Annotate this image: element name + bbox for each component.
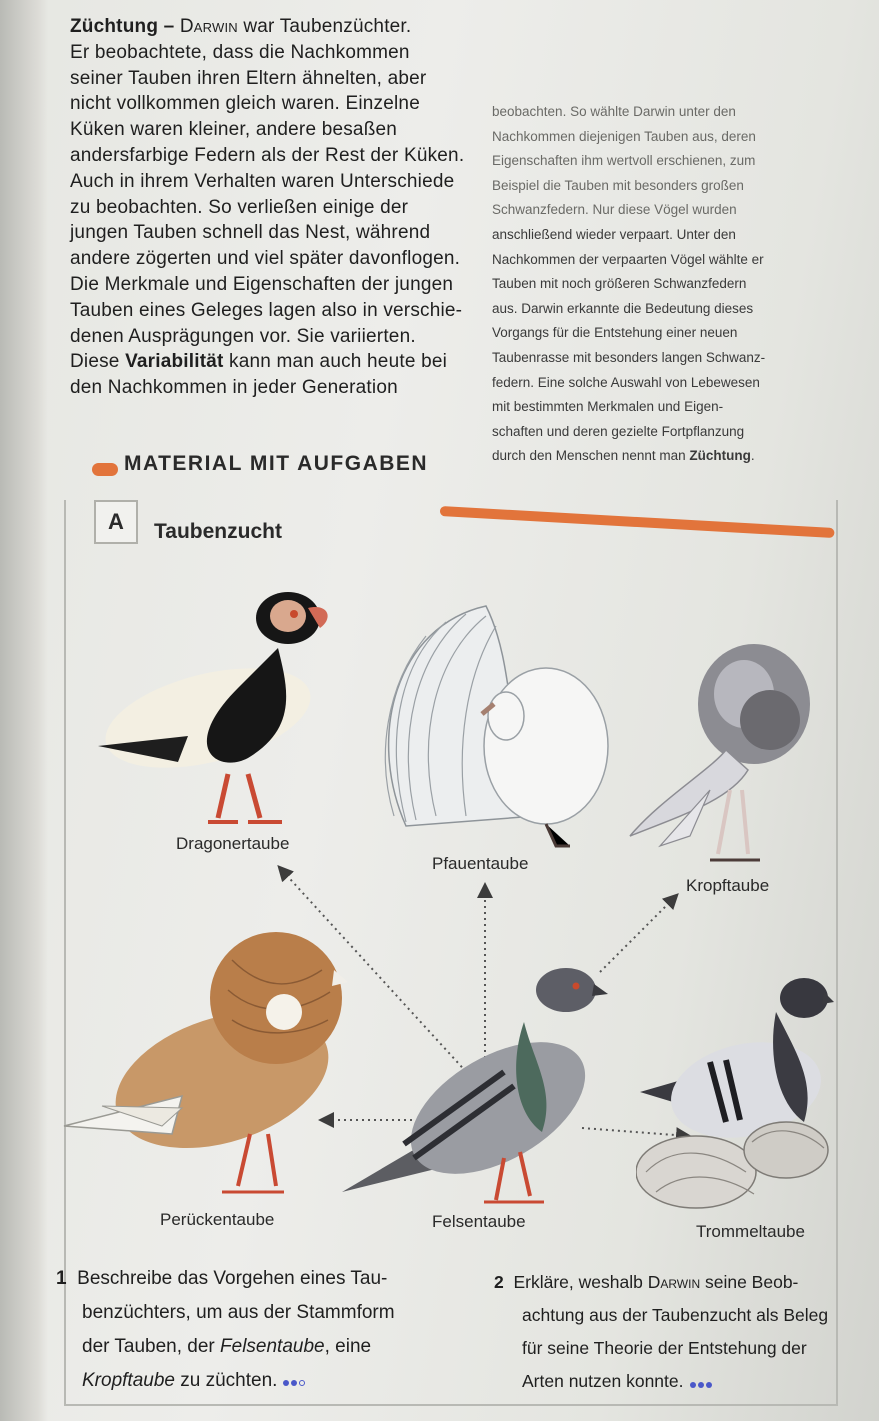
term-zuechtung: Züchtung: [689, 448, 751, 464]
intro-line: federn. Eine solche Auswahl von Lebewesen: [492, 374, 760, 390]
intro-line: Auch in ihrem Verhalten waren Unterschiede: [70, 170, 455, 192]
name-darwin: Darwin: [179, 16, 238, 37]
intro-line: Taubenrasse mit besonders langen Schwanz-: [492, 349, 766, 365]
perueckentaube-illustration: [62, 930, 354, 1206]
intro-line: Er beobachtete, dass die Nachkommen: [70, 41, 410, 63]
intro-line: Beispiel die Tauben mit besonders großen: [492, 177, 744, 193]
material-badge-a: A: [94, 500, 138, 544]
intro-line: Nachkommen der verpaarten Vögel wählte er: [492, 251, 764, 267]
intro-line: schaften und deren gezielte Fortpflanzung: [492, 423, 745, 439]
label-perueckentaube: Perückentaube: [160, 1210, 275, 1229]
difficulty-dots-icon: [690, 1366, 714, 1399]
intro-line: Tauben mit noch größeren Schwanzfedern: [492, 276, 747, 292]
intro-line: Die Merkmale und Eigenschaften der jungen: [70, 273, 454, 295]
dragonertaube-illustration: [88, 578, 338, 838]
label-kropftaube: Kropftaube: [686, 876, 770, 895]
intro-line: Küken waren kleiner, andere besaßen: [70, 119, 398, 141]
intro-line: den Nachkommen in jeder Generation: [70, 377, 398, 399]
label-pfauentaube: Pfauentaube: [432, 854, 529, 873]
material-subtitle: Taubenzucht: [154, 520, 282, 543]
intro-line: Nachkommen diejenigen Tauben aus, deren: [492, 128, 756, 144]
intro-line: zu beobachten. So verließen einige der: [70, 196, 409, 218]
felsentaube-illustration: [334, 962, 610, 1212]
material-title: MATERIAL MIT AUFGABEN: [124, 452, 429, 475]
intro-line: andere zögerten und viel später davonflogen.: [70, 248, 461, 270]
intro-line: Schwanzfedern. Nur diese Vögel wurden: [492, 202, 737, 218]
term-variabilitaet: Variabilität: [125, 351, 224, 373]
label-dragonertaube: Dragonertaube: [176, 834, 290, 853]
intro-line: beobachten. So wählte Darwin unter den: [492, 104, 736, 119]
intro-line: Tauben eines Geleges lagen also in verschie-: [70, 299, 463, 321]
difficulty-dots-icon: [283, 1364, 307, 1398]
intro-line: nicht vollkommen gleich waren. Einzelne: [70, 93, 420, 115]
label-trommeltaube: Trommeltaube: [696, 1222, 805, 1241]
task-2: 2 Erkläre, weshalb Darwin seine Beob- achtung aus der Taubenzucht als Beleg für seine Theorie der Entstehung der Arten nutzen konnte.: [494, 1266, 854, 1399]
intro-line: denen Ausprägungen vor. Sie variierten.: [70, 325, 416, 347]
heading-zuechtung: Züchtung: [70, 16, 159, 37]
pfauentaube-illustration: [366, 596, 616, 858]
label-felsentaube: Felsentaube: [432, 1212, 526, 1231]
intro-line: mit bestimmten Merkmalen und Eigen-: [492, 399, 724, 415]
trommeltaube-illustration: [636, 972, 836, 1220]
task-1-number: 1: [56, 1268, 67, 1289]
intro-line: Eigenschaften ihm wertvoll erschienen, zum: [492, 153, 756, 169]
intro-line: jungen Tauben schnell das Nest, während: [70, 222, 431, 244]
intro-line: Diese Variabilität kann man auch heute bei: [70, 351, 448, 373]
intro-line: Vorgangs für die Entstehung einer neuen: [492, 325, 738, 341]
intro-line: aus. Darwin erkannte die Bedeutung dieses: [492, 300, 754, 316]
arrow-to-kropf: [600, 896, 676, 972]
intro-line: Züchtung – Darwin war Taubenzüchter.: [70, 16, 412, 37]
intro-line: durch den Menschen nennt man Züchtung.: [492, 448, 755, 464]
task-2-number: 2: [494, 1272, 504, 1292]
kropftaube-illustration: [620, 640, 820, 876]
intro-line: seiner Tauben ihren Eltern ähnelten, aber: [70, 67, 427, 89]
task-1: 1 Beschreibe das Vorgehen eines Tau- benzüchters, um aus der Stammform der Tauben, der Felsentaube, eine Kropftaube zu züchten.: [56, 1262, 476, 1398]
intro-line: anschließend wieder verpaart. Unter den: [492, 226, 736, 242]
intro-line: andersfarbige Federn als der Rest der Küken.: [70, 144, 465, 166]
